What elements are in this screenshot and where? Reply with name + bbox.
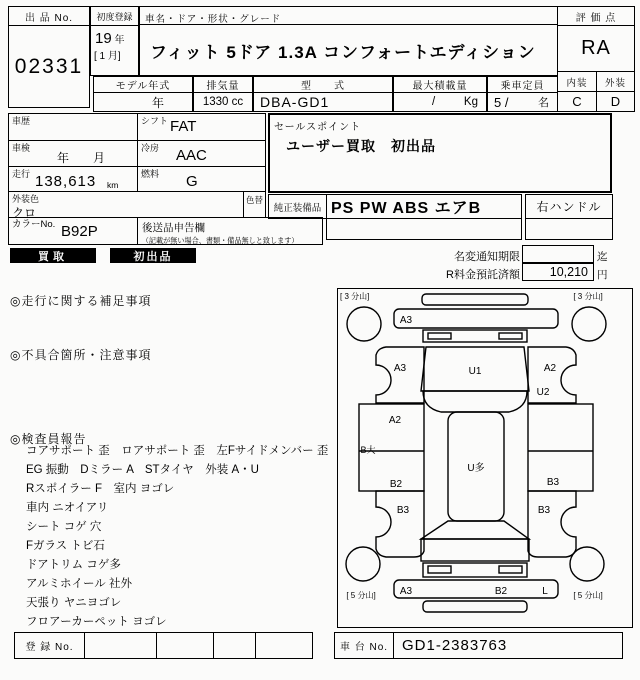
first-reg-year-unit: 年 xyxy=(114,35,125,46)
rear-fender-right-shape xyxy=(528,491,576,557)
color-no-value: B92P xyxy=(61,223,98,240)
mileage-value: 138,613 xyxy=(35,173,97,190)
history-label: 車歴 xyxy=(12,116,31,126)
first-reg-month: [ 1 月] xyxy=(94,51,121,62)
inspector-report-lines xyxy=(26,442,329,632)
right-side-panel xyxy=(528,404,593,491)
sales-point-text: ユーザー買取 初出品 xyxy=(286,138,436,154)
first-registration-value xyxy=(90,25,139,76)
grade-value: RA xyxy=(557,25,635,72)
front-bumper-grade: A3 xyxy=(399,315,413,326)
name-change-suffix: 迄 xyxy=(597,251,608,263)
spec-header-displacement: 排気量 xyxy=(193,76,253,93)
quarter-left-grade: B3 xyxy=(396,505,410,516)
spec-header-max-load: 最大積載量 xyxy=(393,76,487,93)
registration-no-label: 登 録 No. xyxy=(14,632,85,659)
registration-cell-4 xyxy=(255,632,313,659)
rear-bumper-right-grade: L xyxy=(542,586,548,597)
sales-point-label: セールスポイント xyxy=(274,122,362,133)
hood-grade: U1 xyxy=(468,366,482,377)
front-fender-right-lower-grade: U2 xyxy=(536,387,550,398)
report-line: ドアトリム コゲ多 xyxy=(26,559,121,571)
inspector-report-heading: ◎検査員報告 xyxy=(10,432,87,446)
later-items-note: （記載が無い場合、書類・備品無しと致します） xyxy=(141,236,299,245)
rear-window-shape xyxy=(421,521,529,539)
recycle-fee-label: R料金預託済額 xyxy=(446,269,520,281)
report-line: Rスポイラー F 室内 ヨゴレ xyxy=(26,483,175,495)
report-line: EG 振動 Dミラー A STタイヤ 外装 A・U xyxy=(26,464,259,476)
front-fender-right-grade: A2 xyxy=(543,363,557,374)
mileage-label: 走行 xyxy=(12,169,31,179)
rocker-left-grade: B大 xyxy=(360,445,376,455)
report-line: 天張り ヤニヨゴレ xyxy=(26,597,122,609)
exterior-grade-label: 外装 xyxy=(596,71,635,92)
color-change-cell: 色替 xyxy=(243,191,266,218)
headlight-right xyxy=(499,333,522,339)
interior-grade-label: 内装 xyxy=(557,71,597,92)
taillight-right xyxy=(499,566,522,573)
name-change-box xyxy=(522,245,594,263)
name-change-label: 名変通知期限 xyxy=(454,251,520,263)
buyback-badge: 買取 xyxy=(10,248,96,263)
front-fender-left-shape xyxy=(376,347,424,403)
aircon-value: AAC xyxy=(176,147,207,164)
rear-bumper-center-grade: B2 xyxy=(494,586,508,597)
front-bumper-shape xyxy=(394,309,558,328)
shift-value: FAT xyxy=(170,118,197,135)
aircon-label: 冷房 xyxy=(141,143,160,153)
damage-diagram-box xyxy=(337,288,633,628)
front-fender-left-grade: A3 xyxy=(393,363,407,374)
max-load-unit: Kg xyxy=(463,96,478,108)
first-listing-badge: 初出品 xyxy=(110,248,196,263)
car-name-header: 車名・ドア・形状・グレード xyxy=(139,6,558,25)
report-line: フロアーカーペット ヨゴレ xyxy=(26,616,167,628)
exterior-color-label: 外装色 xyxy=(12,194,40,204)
model-year-value: 年 xyxy=(93,92,193,112)
fuel-value: G xyxy=(186,173,198,190)
recycle-fee-unit: 円 xyxy=(597,269,608,281)
report-line: Fガラス トビ石 xyxy=(26,540,105,552)
mileage-cell xyxy=(8,166,138,192)
capacity-unit: 名 xyxy=(538,97,549,109)
inspection-cell xyxy=(8,140,138,167)
exterior-color-value: クロ xyxy=(12,206,37,220)
lot-number: 02331 xyxy=(8,25,90,108)
first-registration-header: 初度登録 xyxy=(90,6,139,26)
recycle-fee-box: 10,210 xyxy=(522,263,594,281)
exterior-color-cell xyxy=(8,191,244,218)
shift-cell xyxy=(137,113,266,141)
fuel-label: 燃料 xyxy=(141,169,160,179)
front-fender-right-shape xyxy=(528,347,576,403)
inspection-value: 年 月 xyxy=(57,151,106,165)
front-door-left-grade: A2 xyxy=(388,415,402,426)
spec-header-capacity: 乗車定員 xyxy=(487,76,558,93)
cowl-panel xyxy=(423,330,527,342)
mileage-unit: km xyxy=(107,180,119,190)
rear-fender-left-shape xyxy=(376,491,424,557)
tire-tread-rear-right-label: [ 5 分山] xyxy=(573,591,603,600)
tire-front-left-icon xyxy=(347,307,381,341)
rear-deck-shape xyxy=(421,539,529,561)
tail-panel xyxy=(423,563,527,577)
rear-door-left-grade: B2 xyxy=(389,479,403,490)
tire-front-right-icon xyxy=(572,307,606,341)
later-items-cell xyxy=(137,217,323,245)
equipment-empty-cell xyxy=(326,218,522,240)
equipment-label: 純正装備品 xyxy=(268,194,327,219)
roof-grade: U多 xyxy=(467,463,485,474)
history-cell xyxy=(8,113,138,141)
sales-point-box xyxy=(268,113,612,193)
registration-cell-3 xyxy=(213,632,256,659)
later-items-label: 後送品申告欄 xyxy=(142,222,205,234)
lot-no-header: 出 品 No. xyxy=(8,6,90,26)
car-diagram xyxy=(338,289,632,627)
inspection-label: 車検 xyxy=(12,143,31,153)
displacement-value: 1330 cc xyxy=(193,92,253,112)
tire-tread-front-right-label: [ 3 分山] xyxy=(573,292,603,301)
capacity-number: 5 / xyxy=(494,94,509,110)
max-load-slash: / xyxy=(432,96,436,108)
aircon-cell xyxy=(137,140,266,167)
defect-notes-heading: ◎不具合箇所・注意事項 xyxy=(10,348,152,362)
windshield-shape xyxy=(423,391,527,412)
report-line: コアサポート 歪 ロアサポート 歪 左Fサイドメンバー 歪 xyxy=(26,445,329,457)
registration-cell-1 xyxy=(84,632,157,659)
color-no-cell xyxy=(8,217,138,245)
tire-tread-rear-left-label: [ 5 分山] xyxy=(346,591,376,600)
spec-header-model-year: モデル年式 xyxy=(93,76,193,93)
report-line: シート コゲ 穴 xyxy=(26,521,102,533)
fuel-cell xyxy=(137,166,266,192)
shift-label: シフト xyxy=(141,116,169,126)
max-load-value xyxy=(393,92,487,112)
rear-bumper-left-grade: A3 xyxy=(399,586,413,597)
rear-bumper-shape xyxy=(394,580,558,598)
capacity-value xyxy=(487,92,558,112)
model-code-value: DBA-GD1 xyxy=(253,92,393,112)
chassis-no-label: 車 台 No. xyxy=(334,632,394,659)
interior-grade-value: C xyxy=(557,91,597,112)
rear-lower-bar xyxy=(423,601,527,612)
tire-rear-left-icon xyxy=(346,547,380,581)
car-name: フィット 5ドア 1.3A コンフォートエディション xyxy=(139,24,558,76)
right-door-grade: B3 xyxy=(546,477,560,488)
taillight-left xyxy=(428,566,451,573)
first-reg-year: 19 xyxy=(95,30,112,47)
equipment-value: PS PW ABS エアB xyxy=(326,194,522,219)
exterior-grade-value: D xyxy=(596,91,635,112)
steering-cell: 右ハンドル xyxy=(525,194,613,219)
color-no-label: カラーNo. xyxy=(12,219,56,230)
mileage-notes-heading: ◎走行に関する補足事項 xyxy=(10,294,152,308)
registration-cell-2 xyxy=(156,632,214,659)
quarter-right-grade: B3 xyxy=(537,505,551,516)
front-grille-bar xyxy=(422,294,528,305)
steering-empty-cell xyxy=(525,218,613,240)
spec-header-model-code: 型 式 xyxy=(253,76,393,93)
grade-header: 評 価 点 xyxy=(557,6,635,26)
report-line: 車内 ニオイアリ xyxy=(26,502,109,514)
report-line: アルミホイール 社外 xyxy=(26,578,133,590)
chassis-no-value: GD1-2383763 xyxy=(393,632,623,659)
headlight-left xyxy=(428,333,451,339)
tire-tread-front-left-label: [ 3 分山] xyxy=(340,292,370,301)
